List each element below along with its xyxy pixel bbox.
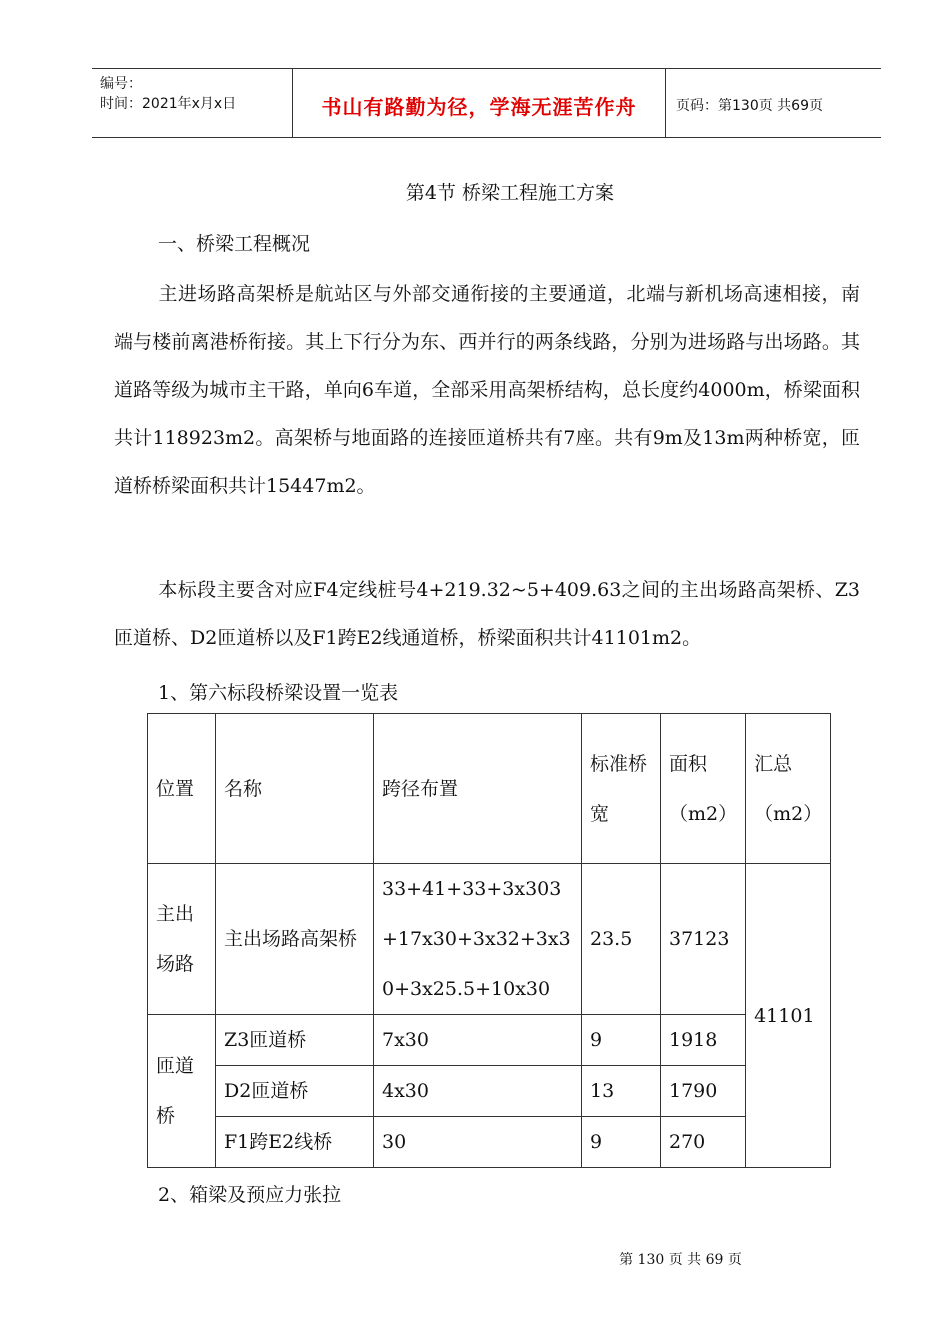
heading-table: 1、第六标段桥梁设置一览表 — [158, 682, 399, 704]
table-row — [148, 1117, 831, 1168]
page-header — [92, 68, 881, 138]
document-number-label: 编号： — [100, 76, 142, 92]
page-footer: 第 130 页 共 69 页 — [619, 1252, 742, 1268]
header-position: 位置 — [148, 714, 216, 864]
paragraph-overview-text: 主进场路高架桥是航站区与外部交通衔接的主要通道，北端与新机场高速相接，南端与楼前离港桥衔接。其上下行分为东、西并行的两条线路，分别为进场路与出场路。其道路等级为城市主干路，单向6车道，全部采用高架桥结构，总长度约4000m，桥梁面积共计118923m2。高架桥与地面路的连接匝道桥共有7座。共有9m及13m两种桥宽，匝道桥桥梁面积共计15447m2。 — [114, 283, 860, 497]
header-width: 标准桥宽 — [582, 714, 661, 864]
paragraph-scope-text: 本标段主要含对应F4定线桩号4+219.32~5+409.63之间的主出场路高架桥、Z3匝道桥、D2匝道桥以及F1跨E2线通道桥，桥梁面积共计41101m2。 — [114, 579, 860, 649]
document-time-label: 时间：2021年x月x日 — [100, 96, 237, 112]
header-motto: 书山有路勤为径，学海无涯苦作舟 — [321, 95, 637, 119]
header-meta-cell — [92, 69, 293, 137]
table-row — [148, 1015, 831, 1066]
row-area: 1918 — [661, 1015, 746, 1066]
row-area: 1790 — [661, 1066, 746, 1117]
table-row — [148, 1066, 831, 1117]
row-width: 23.5 — [582, 864, 661, 1015]
heading-box-girder: 2、箱梁及预应力张拉 — [158, 1184, 342, 1206]
row-name: F1跨E2线桥 — [216, 1117, 374, 1168]
header-motto-cell — [293, 69, 666, 137]
row-width: 9 — [582, 1015, 661, 1066]
header-total: 汇总（m2） — [746, 714, 831, 864]
row-name: 主出场路高架桥 — [216, 864, 374, 1015]
total-value: 41101 — [746, 864, 831, 1168]
row-span: 7x30 — [374, 1015, 582, 1066]
header-name: 名称 — [216, 714, 374, 864]
row-area: 270 — [661, 1117, 746, 1168]
section-title: 第4节 桥梁工程施工方案 — [405, 182, 615, 204]
bridge-table — [147, 713, 831, 1168]
table-header-row — [148, 714, 831, 864]
row-span: 30 — [374, 1117, 582, 1168]
row-area: 37123 — [661, 864, 746, 1015]
group-main-exit: 主出场路 — [148, 864, 216, 1015]
header-page-cell — [666, 69, 881, 137]
row-width: 9 — [582, 1117, 661, 1168]
row-span: 4x30 — [374, 1066, 582, 1117]
paragraph-overview — [114, 270, 860, 510]
row-name: D2匝道桥 — [216, 1066, 374, 1117]
heading-overview: 一、桥梁工程概况 — [158, 233, 311, 255]
header-area: 面积（m2） — [661, 714, 746, 864]
header-span: 跨径布置 — [374, 714, 582, 864]
paragraph-scope — [114, 566, 860, 662]
row-span: 33+41+33+3x303+17x30+3x32+3x30+3x25.5+10x30 — [374, 864, 582, 1015]
header-page-number: 页码：第130页 共69页 — [676, 98, 823, 114]
group-ramp: 匝道桥 — [148, 1015, 216, 1168]
row-width: 13 — [582, 1066, 661, 1117]
table-row — [148, 864, 831, 1015]
row-name: Z3匝道桥 — [216, 1015, 374, 1066]
